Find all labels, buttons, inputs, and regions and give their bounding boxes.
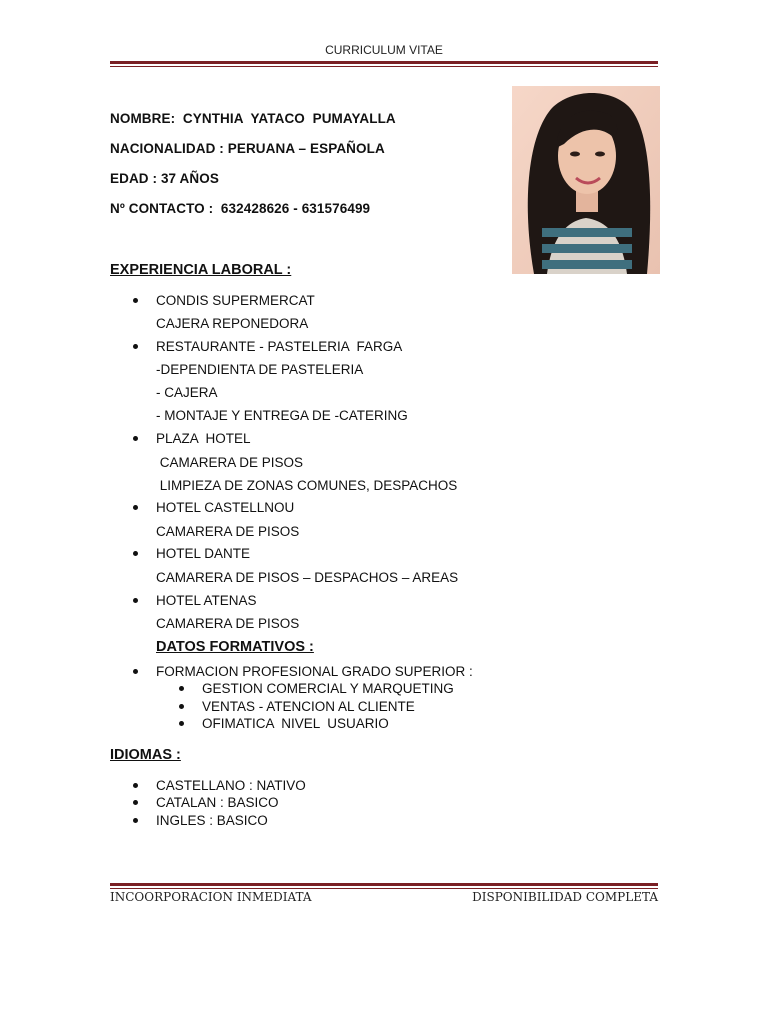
bullet-icon (179, 686, 184, 691)
bullet-icon (133, 669, 138, 674)
age-field: EDAD : 37 AÑOS (110, 171, 219, 186)
language-item: CATALAN : BASICO (156, 795, 279, 810)
header-divider (110, 61, 658, 67)
bullet-icon (133, 598, 138, 603)
page-header-title: CURRICULUM VITAE (325, 43, 443, 57)
experience-line: CONDIS SUPERMERCAT (156, 293, 315, 308)
experience-line: - MONTAJE Y ENTREGA DE -CATERING (156, 408, 408, 423)
experience-line: CAMARERA DE PISOS – DESPACHOS – AREAS (156, 570, 459, 585)
languages-section-title: IDIOMAS : (110, 747, 181, 763)
name-field: NOMBRE: CYNTHIA YATACO PUMAYALLA (110, 111, 396, 126)
experience-line: LIMPIEZA DE ZONAS COMUNES, DESPACHOS (156, 478, 458, 493)
profile-photo (512, 86, 660, 274)
bullet-icon (179, 704, 184, 709)
bullet-icon (133, 298, 138, 303)
training-subitem: GESTION COMERCIAL Y MARQUETING (202, 681, 454, 696)
training-subitem: VENTAS - ATENCION AL CLIENTE (202, 699, 415, 714)
bullet-icon (133, 783, 138, 788)
training-section-title: DATOS FORMATIVOS : (156, 639, 314, 655)
training-main-item: FORMACION PROFESIONAL GRADO SUPERIOR : (156, 664, 473, 679)
experience-line: - CAJERA (156, 385, 218, 400)
experience-line: HOTEL CASTELLNOU (156, 500, 295, 515)
footer-divider (110, 883, 658, 889)
bullet-icon (179, 721, 184, 726)
bullet-icon (133, 436, 138, 441)
experience-line: HOTEL ATENAS (156, 593, 257, 608)
bullet-icon (133, 800, 138, 805)
language-item: CASTELLANO : NATIVO (156, 778, 306, 793)
nationality-field: NACIONALIDAD : PERUANA – ESPAÑOLA (110, 141, 385, 156)
experience-line: -DEPENDIENTA DE PASTELERIA (156, 362, 364, 377)
bullet-icon (133, 551, 138, 556)
footer-right-text: DISPONIBILIDAD COMPLETA (472, 890, 658, 904)
training-subitem: OFIMATICA NIVEL USUARIO (202, 716, 389, 731)
contact-field: Nº CONTACTO : 632428626 - 631576499 (110, 201, 371, 216)
experience-line: CAMARERA DE PISOS (156, 616, 300, 631)
experience-line: PLAZA HOTEL (156, 431, 251, 446)
experience-line: HOTEL DANTE (156, 546, 251, 561)
experience-line: CAMARERA DE PISOS (156, 524, 300, 539)
experience-section-title: EXPERIENCIA LABORAL : (110, 262, 292, 278)
bullet-icon (133, 505, 138, 510)
experience-line: RESTAURANTE - PASTELERIA FARGA (156, 339, 403, 354)
language-item: INGLES : BASICO (156, 813, 268, 828)
footer-left-text: INCOORPORACION INMEDIATA (110, 890, 312, 904)
experience-line: CAJERA REPONEDORA (156, 316, 309, 331)
bullet-icon (133, 344, 138, 349)
bullet-icon (133, 818, 138, 823)
experience-line: CAMARERA DE PISOS (156, 455, 304, 470)
